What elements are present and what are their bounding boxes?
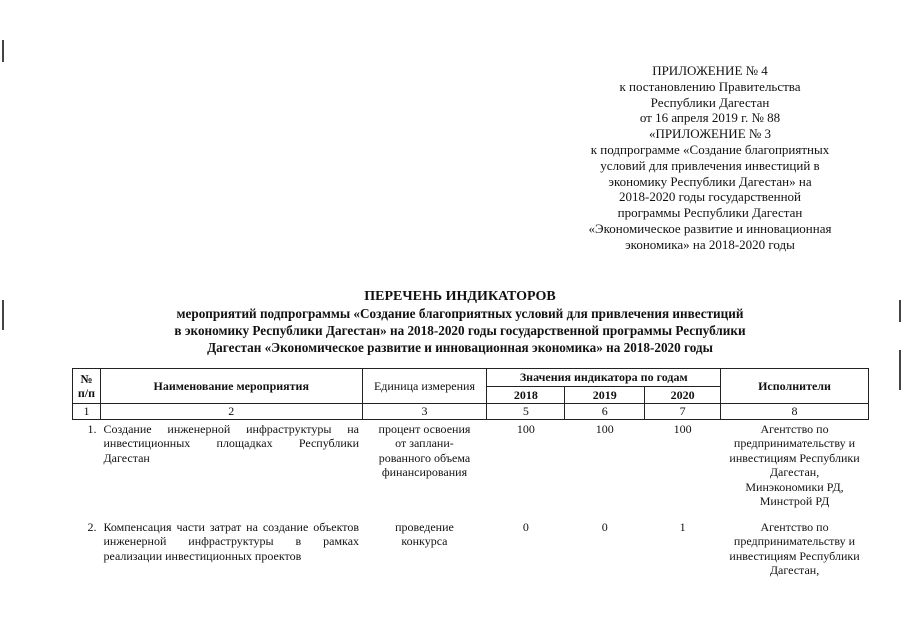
appendix-line: программы Республики Дагестан: [617, 205, 803, 221]
row-unit: [362, 518, 487, 578]
header-num: № п/п: [73, 369, 101, 404]
row-name: Компенсация части затрат на создание объектов инженерной инфраструктуры в рамках реализации инвестиционных проектов: [103, 519, 360, 563]
appendix-line: к подпрограмме «Создание благоприятных: [590, 141, 830, 157]
appendix-line: 2018-2020 годы государственной: [619, 189, 801, 205]
row-name: Создание инженерной инфраструктуры на инвестиционных площадках Республики Дагестан: [103, 421, 360, 465]
row-executors: [721, 518, 869, 578]
header-year: 2018: [487, 387, 565, 404]
unit-line: проведение: [395, 519, 454, 534]
appendix-line: «ПРИЛОЖЕНИЕ № 3: [648, 126, 772, 142]
executor-line: инвестициям Республики: [729, 450, 860, 465]
row-value-2020: 100: [673, 421, 692, 436]
unit-line: финансирования: [381, 465, 468, 479]
appendix-line: «Экономическое развитие и инновационная: [588, 220, 832, 236]
appendix-line: условий для привлечения инвестиций в: [600, 157, 820, 173]
unit-line: от заплани-: [395, 436, 454, 450]
table-row: [73, 419, 869, 518]
header-name: Наименование мероприятия: [100, 369, 362, 404]
header-values-group: Значения индикатора по годам: [487, 369, 721, 387]
column-number: 3: [362, 404, 487, 420]
executor-line: Агентство по: [760, 519, 829, 534]
executor-line: Минэкономики РД,: [745, 479, 844, 494]
appendix-line: экономику Республики Дагестан» на: [608, 173, 812, 189]
executor-line: Агентство по: [760, 421, 829, 436]
appendix-line: ПРИЛОЖЕНИЕ № 4: [652, 63, 768, 78]
executor-line: предпринимательству и: [733, 534, 856, 548]
appendix-line: экономика» на 2018-2020 годы: [625, 236, 795, 252]
row-number: 1.: [87, 421, 97, 436]
title-line: в экономику Республики Дагестан» на 2018-2020 годы государственной программы Республики: [174, 323, 746, 338]
scan-edge-mark: [899, 350, 901, 390]
indicators-table: [72, 368, 869, 578]
row-executors: [721, 419, 869, 518]
column-number: 8: [721, 404, 869, 420]
scan-edge-mark: [899, 300, 901, 322]
title-line: Дагестан «Экономическое развитие и инновационная экономика» на 2018-2020 годы: [207, 340, 713, 355]
appendix-line: от 16 апреля 2019 г. № 88: [639, 110, 781, 126]
appendix-line: к постановлению Правительства: [619, 78, 801, 94]
table-row: [73, 518, 869, 578]
executor-line: инвестициям Республики: [729, 548, 860, 563]
appendix-line: Республики Дагестан: [650, 94, 770, 110]
row-number: 2.: [87, 519, 97, 534]
executor-line: предпринимательству и: [733, 436, 856, 450]
appendix-header: [555, 63, 865, 253]
unit-line: конкурса: [401, 534, 448, 548]
row-value-2019: 0: [601, 519, 608, 534]
scan-edge-mark: [2, 40, 4, 62]
title-main: ПЕРЕЧЕНЬ ИНДИКАТОРОВ: [364, 289, 556, 304]
unit-line: процент освоения: [378, 421, 471, 436]
title-line: мероприятий подпрограммы «Создание благоприятных условий для привлечения инвестиций: [176, 306, 744, 321]
column-number: 5: [487, 404, 565, 420]
header-unit: Единица измерения: [362, 369, 487, 404]
executor-line: Дагестан,: [769, 465, 820, 479]
row-value-2020: 1: [679, 519, 686, 534]
header-executors: Исполнители: [721, 369, 869, 404]
header-year: 2020: [645, 387, 721, 404]
row-value-2019: 100: [595, 421, 614, 436]
row-unit: [362, 419, 487, 518]
column-number: 7: [645, 404, 721, 420]
executor-line: Минстрой РД: [759, 494, 830, 508]
row-value-2018: 0: [522, 519, 529, 534]
scan-edge-mark: [2, 300, 4, 330]
column-number: 6: [565, 404, 645, 420]
executor-line: Дагестан,: [769, 563, 820, 577]
column-number: 1: [73, 404, 101, 420]
row-value-2018: 100: [516, 421, 535, 436]
document-title: [60, 288, 860, 356]
unit-line: рованного объема: [378, 450, 471, 465]
header-year: 2019: [565, 387, 645, 404]
column-number: 2: [100, 404, 362, 420]
